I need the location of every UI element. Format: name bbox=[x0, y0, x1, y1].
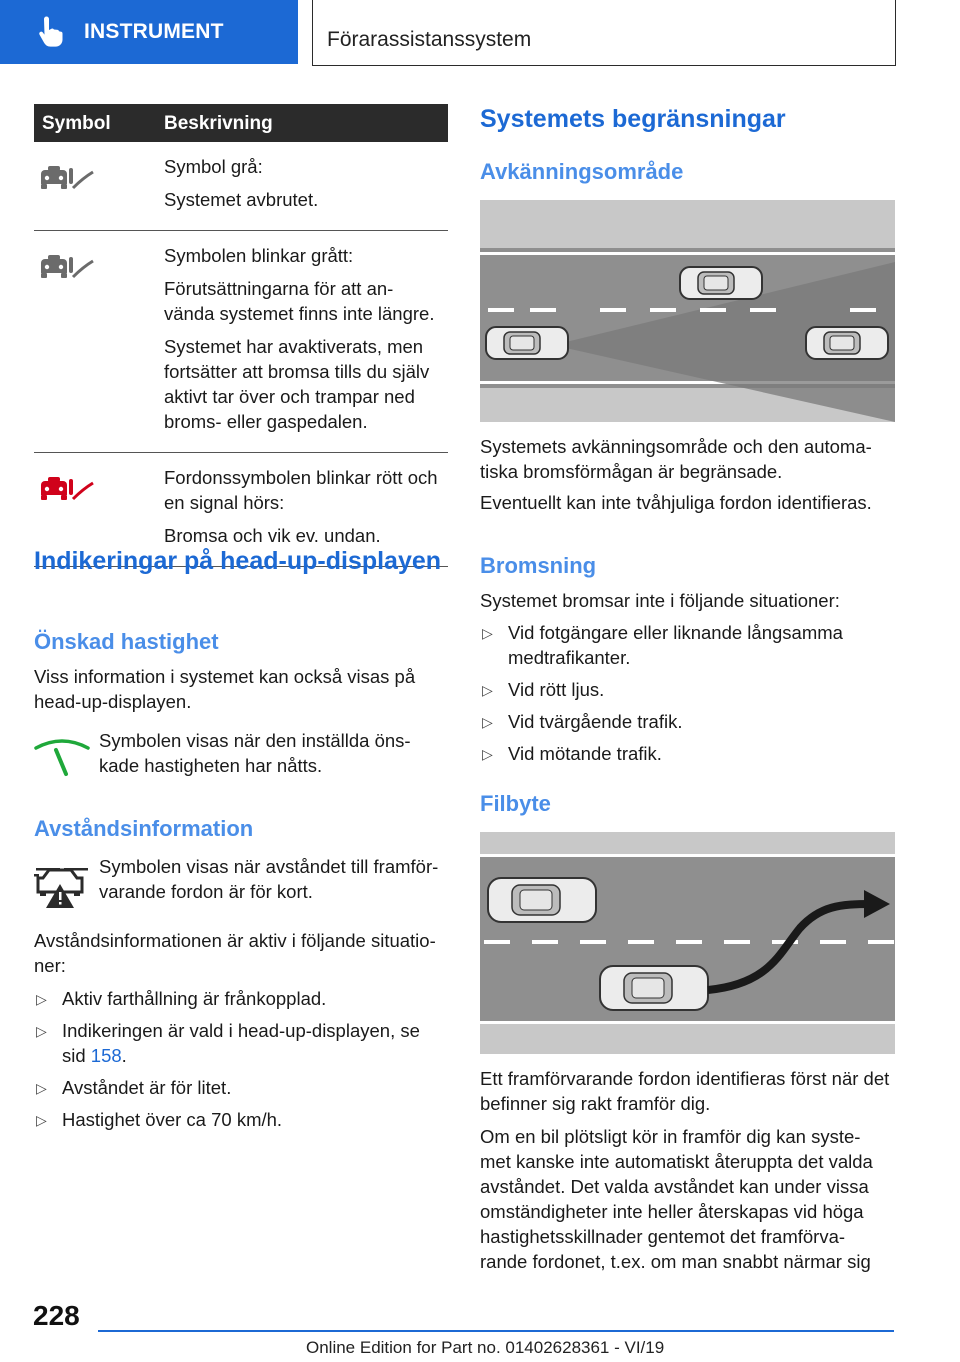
triangle-bullet-icon: ▷ bbox=[36, 1080, 47, 1096]
sensing-text-2: Eventuellt kan inte tvåhjuliga fordon identifieras. bbox=[480, 492, 872, 513]
list-item: ▷ Aktiv farthållning är frånkopplad. bbox=[34, 986, 444, 1011]
list-item: ▷ Hastighet över ca 70 km/h. bbox=[34, 1107, 444, 1132]
distance-intro: Avståndsinformationen är aktiv i följande situatio- ner: bbox=[34, 930, 436, 976]
distance-bullets bbox=[34, 986, 444, 1139]
section-tab[interactable] bbox=[0, 0, 298, 64]
triangle-bullet-icon: ▷ bbox=[482, 625, 493, 641]
row-line: Fordonssymbolen blinkar rött och en signal hörs: bbox=[164, 467, 438, 513]
row-line: Symbolen blinkar grått: bbox=[164, 245, 354, 266]
limits-heading: Systemets begränsningar bbox=[480, 105, 786, 133]
row-line: Förutsättningarna för att an- vända systemet finns inte längre. bbox=[164, 278, 435, 324]
lane-change-illustration bbox=[480, 832, 895, 1054]
triangle-bullet-icon: ▷ bbox=[482, 714, 493, 730]
braking-intro: Systemet bromsar inte i följande situationer: bbox=[480, 590, 840, 611]
list-item: ▷ Vid rött ljus. bbox=[480, 677, 895, 702]
list-item: ▷ Vid tvärgående trafik. bbox=[480, 709, 895, 734]
vehicle-warning-gray-blinking-icon bbox=[40, 249, 96, 289]
row-line: Symbol grå: bbox=[164, 156, 263, 177]
braking-bullets bbox=[480, 620, 895, 773]
distance-heading: Avståndsinformation bbox=[34, 816, 254, 841]
table-row bbox=[34, 231, 448, 453]
row-line: Bromsa och vik ev. undan. bbox=[164, 525, 381, 546]
speed-heading: Önskad hastighet bbox=[34, 629, 219, 654]
triangle-bullet-icon: ▷ bbox=[482, 746, 493, 762]
edition-text: Online Edition for Part no. 01402628361 - VI/19 bbox=[306, 1338, 665, 1357]
sensing-area-illustration bbox=[480, 200, 895, 422]
speed-arc-icon bbox=[34, 736, 90, 780]
list-item: ▷ Vid mötande trafik. bbox=[480, 741, 895, 766]
lane-change-heading: Filbyte bbox=[480, 791, 551, 816]
list-item: ▷ Indikeringen är vald i head-up-displayen, se sid 158. bbox=[36, 1020, 420, 1066]
distance-icon-text: Symbolen visas när avståndet till framför- varande fordon är för kort. bbox=[99, 856, 439, 902]
braking-heading: Bromsning bbox=[480, 553, 597, 578]
lane-text-1: Ett framförvarande fordon identifieras först när det befinner sig rakt framför dig. bbox=[480, 1068, 890, 1114]
row-line: Systemet har avaktiverats, men fortsätter att bromsa tills du själv aktivt tar över och trampar ned broms- eller gaspedalen. bbox=[164, 336, 430, 432]
sensing-text-1: Systemets avkänningsområde och den automa- tiska bromsförmågan är begränsade. bbox=[480, 436, 872, 482]
vehicle-warning-gray-icon bbox=[40, 160, 96, 200]
speed-icon-text: Symbolen visas när den inställda öns- kade hastigheten har nåtts. bbox=[99, 730, 411, 776]
symbol-table bbox=[34, 104, 448, 567]
triangle-bullet-icon: ▷ bbox=[36, 1023, 47, 1039]
hud-heading: Indikeringar på head-up-displayen bbox=[34, 547, 442, 575]
col-symbol-header: Symbol bbox=[42, 113, 111, 134]
row-line: Systemet avbrutet. bbox=[164, 189, 319, 210]
page-number: 228 bbox=[33, 1300, 80, 1331]
vehicle-warning-red-icon bbox=[40, 471, 96, 511]
lane-text-2: Om en bil plötsligt kör in framför dig kan syste- met kanske inte automatiskt återuppta det valda avståndet. Det valda avståndet kan under vissa omständigheter inte heller återskapas vid höga hastighetsskillnader gentemot det framförva- rande fordonet, t.ex. om man snabbt närmar sig bbox=[480, 1126, 873, 1272]
speed-intro: Viss information i systemet kan också visas på head-up-displayen. bbox=[34, 666, 416, 712]
triangle-bullet-icon: ▷ bbox=[482, 682, 493, 698]
page-reference-link[interactable]: 158 bbox=[90, 1045, 122, 1066]
list-item: ▷ Vid fotgängare eller liknande långsamma medtrafikanter. bbox=[482, 622, 843, 668]
footer-divider bbox=[98, 1330, 894, 1332]
list-item: ▷ Avståndet är för litet. bbox=[34, 1075, 444, 1100]
chapter-header bbox=[312, 0, 896, 66]
distance-warning-icon bbox=[34, 864, 90, 912]
col-description-header: Beskrivning bbox=[164, 113, 273, 134]
chapter-title: Förarassistanssystem bbox=[327, 28, 532, 51]
triangle-bullet-icon: ▷ bbox=[36, 991, 47, 1007]
hand-pointer-icon bbox=[30, 12, 70, 52]
table-row bbox=[34, 142, 448, 231]
section-label: INSTRUMENT bbox=[84, 20, 224, 43]
sensing-heading: Avkänningsområde bbox=[480, 159, 684, 184]
table-header bbox=[34, 104, 448, 142]
triangle-bullet-icon: ▷ bbox=[36, 1112, 47, 1128]
